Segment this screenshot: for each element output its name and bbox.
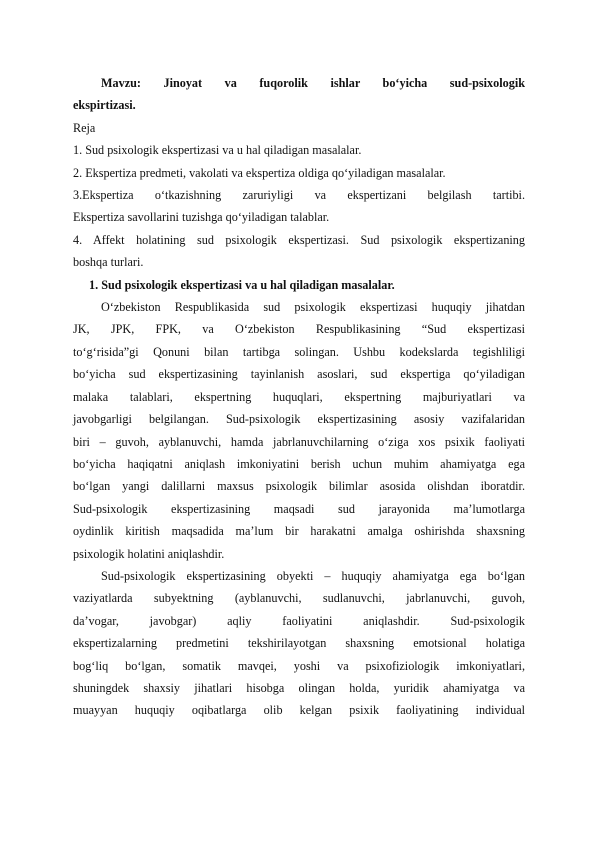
paragraph-2 xyxy=(73,565,525,722)
text-line: javobgarligi belgilangan. Sud-psixologik ekspertizasining asosiy vazifalaridan xyxy=(73,412,525,427)
text-line: bo‘lgan yangi dalillarni maxsus psixologik bilimlar asosida olishdan iboratdir. xyxy=(73,479,525,494)
text-line: Sud-psixologik ekspertizasining obyekti – huquqiy ahamiyatga ega bo‘lgan xyxy=(101,568,525,583)
text-line: vaziyatlarda subyektning (ayblanuvchi, sudlanuvchi, jabrlanuvchi, guvoh, xyxy=(73,591,525,606)
title-line: Mavzu: Jinoyat va fuqorolik ishlar bo‘yicha sud-psixologik xyxy=(101,76,525,90)
text-line: to‘g‘risida”gi Qonuni bilan tartibga solingan. Ushbu kodekslarda tegishliligi xyxy=(73,344,525,359)
section-heading: 1. Sud psixologik ekspertizasi va u hal qiladigan masalalar. xyxy=(89,277,395,292)
text-line: Sud-psixologik ekspertizasining maqsadi sud jarayonida ma’lumotlarga xyxy=(73,501,525,516)
paragraph-1 xyxy=(73,296,525,565)
plan-list xyxy=(73,139,525,273)
plan-item: 2. Ekspertiza predmeti, vakolati va ekspertiza oldiga qo‘yiladigan masalalar. xyxy=(73,165,446,180)
text-line: shuningdek shaxsiy jihatlari hisobga olingan holda, yuridik ahamiyatga va xyxy=(73,680,525,695)
text-line: bo‘yicha haqiqatni aniqlash imkoniyatini berish uchun muhim ahamiyatga ega xyxy=(73,456,525,471)
text-line: da’vogar, javobgar) aqliy faoliyatini aniqlashdir. Sud-psixologik xyxy=(73,613,525,628)
plan-item: 3.Ekspertiza o‘tkazishning zaruriyligi va ekspertizani belgilash tartibi. xyxy=(73,188,525,203)
text-line: malaka talablari, ekspertning huquqlari, ekspertning majburiyatlari va xyxy=(73,389,525,404)
text-line: ekspertizalarning predmetini tekshirilayotgan shaxsning emotsional holatiga xyxy=(73,636,525,651)
text-line: bog‘liq bo‘lgan, somatik mavqei, yoshi va psixofiziologik imkoniyatlari, xyxy=(73,658,525,673)
text-line: psixologik holatini aniqlashdir. xyxy=(73,546,225,561)
text-line: muayyan huquqiy oqibatlarga olib kelgan psixik faoliyatining individual xyxy=(73,703,525,718)
plan-item: boshqa turlari. xyxy=(73,255,144,270)
text-line: oydinlik kiritish maqsadida ma’lum bir harakatni amalga oshirishda shaxsning xyxy=(73,524,525,539)
plan-label: Reja xyxy=(73,120,96,135)
plan-item: 4. Affekt holatining sud psixologik ekspertizasi. Sud psixologik ekspertizaning xyxy=(73,232,525,247)
text-line: O‘zbekiston Respublikasida sud psixologik ekspertizasi huquqiy jihatdan xyxy=(101,300,525,315)
text-line: biri – guvoh, ayblanuvchi, hamda jabrlanuvchilarning o‘ziga xos psixik faoliyati xyxy=(73,434,525,449)
plan-item: Ekspertiza savollarini tuzishga qo‘yiladigan talablar. xyxy=(73,210,330,225)
title-line: ekspirtizasi. xyxy=(73,98,136,113)
plan-item: 1. Sud psixologik ekspertizasi va u hal qiladigan masalalar. xyxy=(73,143,362,158)
document-title xyxy=(73,72,525,117)
text-line: JK, JPK, FPK, va O‘zbekiston Respublikasining “Sud ekspertizasi xyxy=(73,322,525,337)
text-line: bo‘yicha sud ekspertizasining tayinlanish asoslari, sud ekspertiga qo‘yiladigan xyxy=(73,367,525,382)
